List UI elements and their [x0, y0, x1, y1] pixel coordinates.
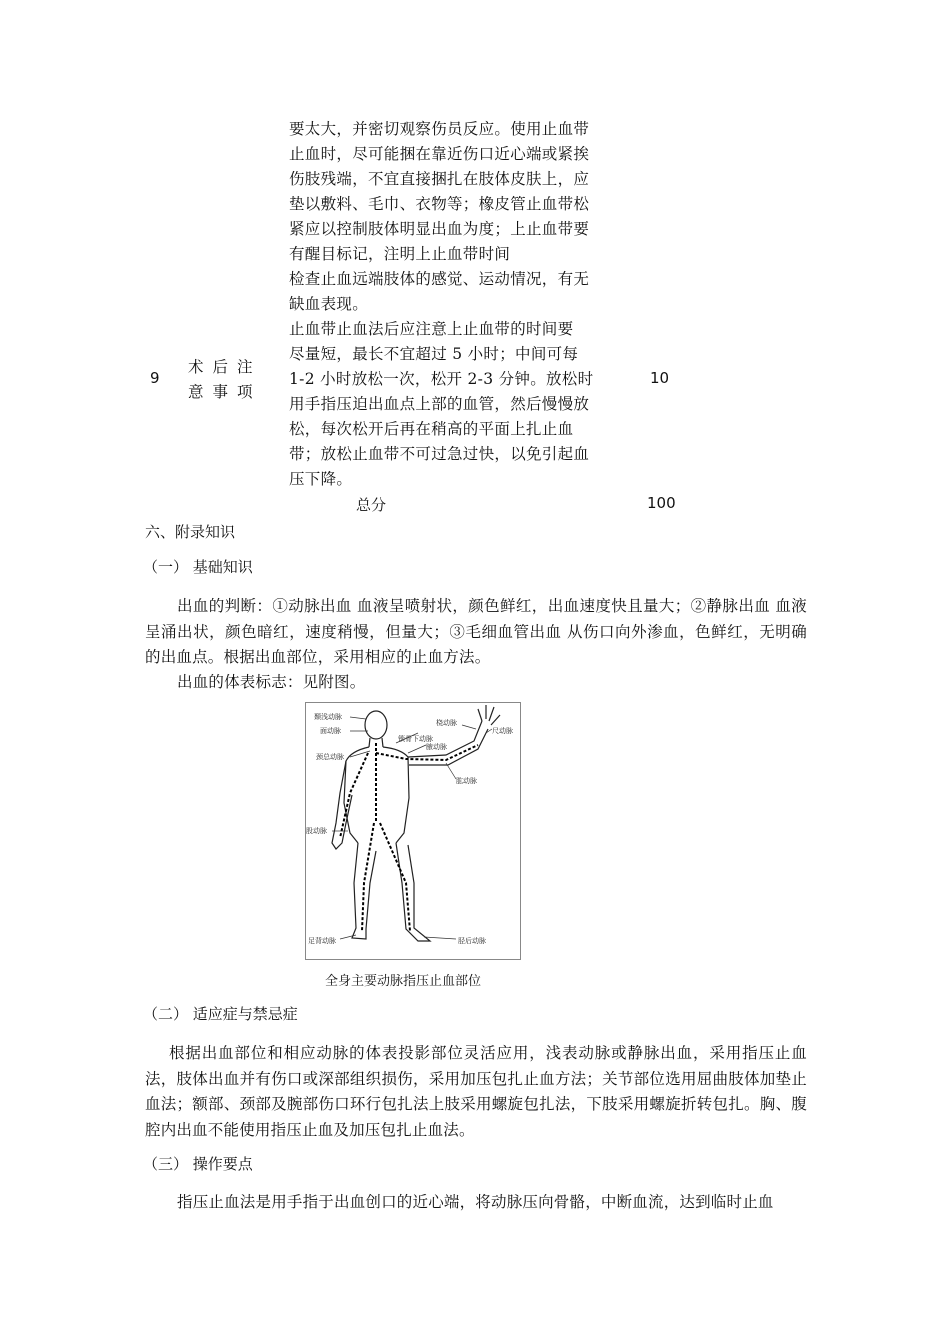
figure-caption: 全身主要动脉指压止血部位	[325, 974, 482, 989]
row-number: 9	[150, 369, 160, 387]
content-line: 1-2 小时放松一次，松开 2-3 分钟。放松时	[289, 370, 594, 388]
label-ulnar-artery: 尺动脉	[492, 727, 513, 735]
content-line: 止血带止血法后应注意上止血带的时间要	[289, 320, 574, 338]
label-carotid-artery: 颈总动脉	[316, 753, 344, 761]
content-line: 止血时，尽可能捆在靠近伤口近心端或紧挨	[289, 145, 590, 163]
item-score: 10	[650, 369, 670, 387]
content-line: 要太大，并密切观察伤员反应。使用止血带	[289, 120, 590, 138]
content-line: 松，每次松开后再在稍高的平面上扎止血	[289, 420, 574, 438]
body-diagram	[306, 703, 520, 959]
item-content	[289, 117, 619, 492]
subsection-title-key-points: （三） 操作要点	[143, 1155, 253, 1173]
content-line: 紧应以控制肢体明显出血为度；上止血带要	[289, 220, 590, 238]
content-line: 缺血表现。	[289, 295, 369, 313]
total-score: 100	[647, 494, 676, 512]
content-line: 带；放松止血带不可过急过快，以免引起血	[289, 445, 590, 463]
artery-figure	[305, 702, 521, 960]
label-facial-artery: 面动脉	[320, 727, 341, 735]
label-brachial-artery: 肱动脉	[456, 777, 477, 785]
total-label: 总分	[356, 496, 387, 514]
label-radial-artery: 桡动脉	[436, 719, 457, 727]
content-line: 用手指压迫出血点上部的血管，然后慢慢放	[289, 395, 590, 413]
paragraph-bleeding-judgement: 出血的判断：①动脉出血 血液呈喷射状，颜色鲜红，出血速度快且量大；②静脉出血 血液呈涌出状，颜色暗红，速度稍慢，但量大；③毛细血管出血 从伤口向外渗血，色鲜红，无明确的出血点。根据出血部位，采用相应的止血方法。	[145, 597, 807, 666]
label-posterior-tibial-artery: 胫后动脉	[458, 937, 486, 945]
paragraph-indications: 根据出血部位和相应动脉的体表投影部位灵活应用，浅表动脉或静脉出血，采用指压止血法，肢体出血并有伤口或深部组织损伤，采用加压包扎止血方法；关节部位选用屈曲肢体加垫止血法；额部、颈部及腕部伤口环行包扎法上肢采用螺旋包扎法，下肢采用螺旋折转包扎。胸、腹腔内出血不能使用指压止血及加压包扎止血法。	[145, 1044, 807, 1139]
paragraph-surface-markers: 出血的体表标志：见附图。	[177, 673, 366, 691]
section-title: 六、附录知识	[145, 523, 236, 541]
label-dorsalis-pedis-artery: 足背动脉	[308, 937, 336, 945]
subsection-title-basic: （一） 基础知识	[143, 558, 253, 576]
subsection-title-indications: （二） 适应症与禁忌症	[143, 1005, 298, 1023]
content-line: 尽量短，最长不宜超过 5 小时；中间可每	[289, 345, 579, 363]
paragraph-key-points: 指压止血法是用手指于出血创口的近心端，将动脉压向骨骼，中断血流，达到临时止血	[177, 1193, 774, 1211]
label-axillary-artery: 腋动脉	[426, 743, 447, 751]
label-temporal-artery: 颞浅动脉	[314, 713, 342, 721]
label-subclavian-artery: 锁骨下动脉	[398, 735, 433, 743]
content-line: 垫以敷料、毛巾、衣物等；橡皮管止血带松	[289, 195, 590, 213]
item-label-text: 术后注意事项	[188, 358, 262, 401]
item-label	[188, 355, 274, 405]
content-line: 压下降。	[289, 470, 353, 488]
label-femoral-artery: 股动脉	[306, 827, 327, 835]
content-line: 伤肢残端，不宜直接捆扎在肢体皮肤上，应	[289, 170, 590, 188]
content-line: 有醒目标记，注明上止血带时间	[289, 245, 511, 263]
content-line: 检查止血远端肢体的感觉、运动情况，有无	[289, 270, 590, 288]
